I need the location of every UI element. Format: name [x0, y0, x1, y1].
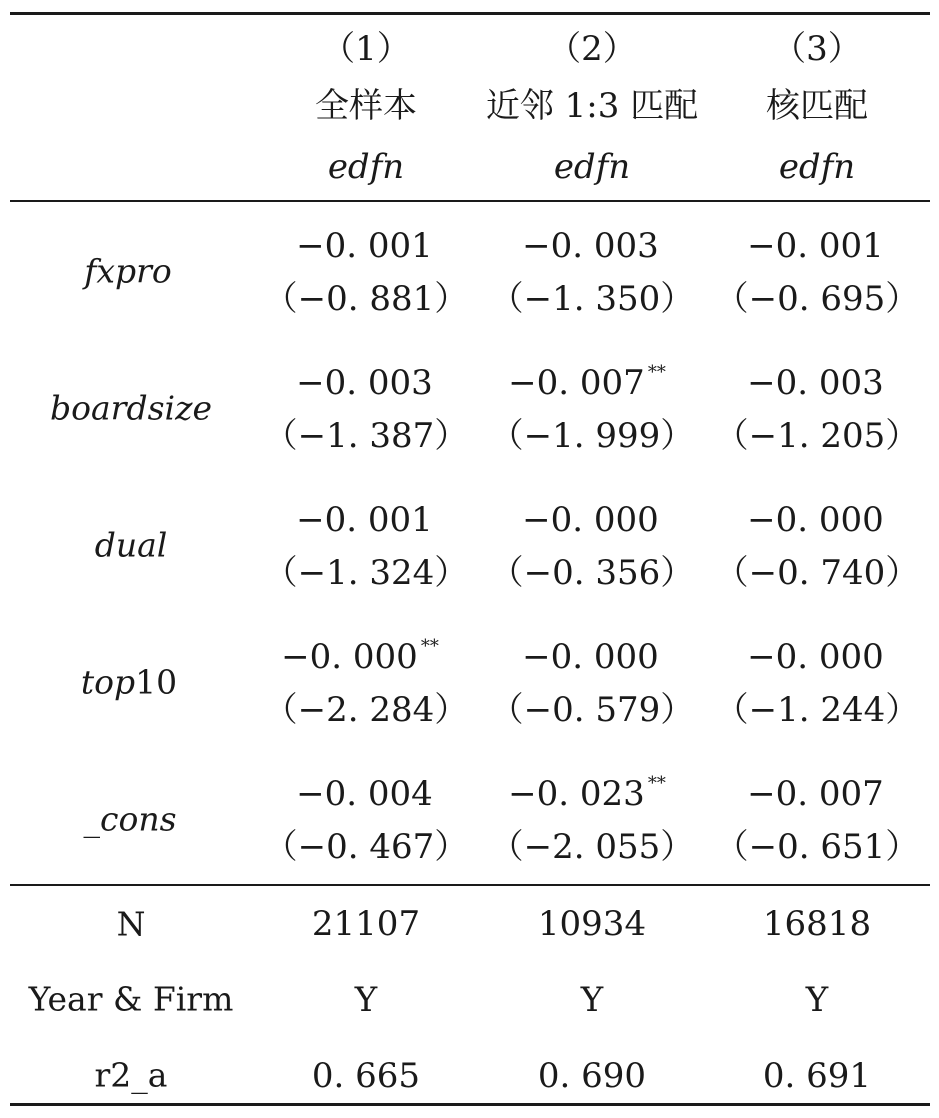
row-label-top10: top10: [80, 662, 178, 702]
footer-value: 0. 690: [537, 1056, 647, 1096]
t-stat: （−1. 324）: [263, 553, 469, 593]
t-stat: （−0. 467）: [263, 827, 469, 867]
coef: −0. 001: [296, 226, 433, 266]
t-stat: （−1. 244）: [714, 690, 920, 730]
col2-dep: edfn: [553, 147, 631, 187]
footer-value: 10934: [537, 904, 647, 944]
coef: −0. 000: [747, 500, 884, 540]
footer-value: 21107: [311, 904, 421, 944]
col1-dep: edfn: [327, 147, 405, 187]
bottom-rule: [10, 1103, 930, 1106]
coef: −0. 023 **: [508, 773, 666, 814]
row-label-boardsize: boardsize: [50, 388, 212, 428]
coef: −0. 001: [747, 226, 884, 266]
col1-name: 全样本: [315, 86, 417, 126]
t-stat: （−1. 350）: [489, 279, 695, 319]
row-label-cons: _cons: [83, 799, 177, 839]
footer-value: 0. 691: [762, 1056, 872, 1096]
t-stat: （−0. 356）: [489, 553, 695, 593]
coef: −0. 007 **: [508, 362, 666, 403]
footer-value: Y: [580, 980, 604, 1020]
t-stat: （−1. 387）: [263, 416, 469, 456]
coef: −0. 000 **: [281, 636, 439, 677]
footer-value: 0. 665: [311, 1056, 421, 1096]
row-label-dual: dual: [94, 525, 168, 565]
coef: −0. 004: [296, 774, 433, 814]
footer-rule: [10, 884, 930, 886]
col3-number: （3）: [772, 29, 862, 69]
header-rule: [10, 200, 930, 202]
col2-number: （2）: [547, 29, 637, 69]
t-stat: （−0. 695）: [714, 279, 920, 319]
coef: −0. 000: [522, 637, 659, 677]
coef: −0. 003: [522, 226, 659, 266]
coef: −0. 000: [747, 637, 884, 677]
footer-label-n: N: [116, 904, 146, 944]
footer-value: 16818: [762, 904, 872, 944]
coef: −0. 000: [522, 500, 659, 540]
col3-name: 核匹配: [766, 86, 868, 126]
col3-dep: edfn: [778, 147, 856, 187]
t-stat: （−0. 651）: [714, 827, 920, 867]
top-rule: [10, 12, 930, 15]
row-label-fxpro: fxpro: [84, 251, 172, 291]
coef: −0. 003: [296, 363, 433, 403]
coef: −0. 007: [747, 774, 884, 814]
t-stat: （−2. 055）: [489, 827, 695, 867]
coef: −0. 001: [296, 500, 433, 540]
coef: −0. 003: [747, 363, 884, 403]
t-stat: （−1. 999）: [489, 416, 695, 456]
t-stat: （−2. 284）: [263, 690, 469, 730]
col1-number: （1）: [321, 29, 411, 69]
t-stat: （−0. 881）: [263, 279, 469, 319]
footer-value: Y: [354, 980, 378, 1020]
t-stat: （−0. 740）: [714, 553, 920, 593]
footer-value: Y: [805, 980, 829, 1020]
footer-label-r2a: r2_a: [94, 1055, 168, 1095]
t-stat: （−1. 205）: [714, 416, 920, 456]
col2-name: 近邻 1:3 匹配: [485, 86, 699, 126]
t-stat: （−0. 579）: [489, 690, 695, 730]
footer-label-fixed-effects: Year & Firm: [28, 979, 234, 1019]
